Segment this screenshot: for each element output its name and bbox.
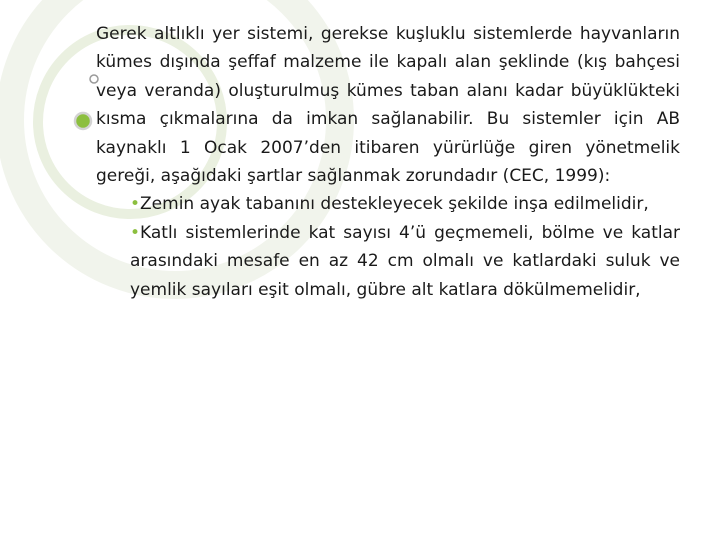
list-item [130,190,680,218]
bullet-icon: • [130,194,141,215]
list-item [130,219,680,304]
list-item-text: Zemin ayak tabanını destekleyecek şekilde inşa edilmelidir, [140,194,649,215]
slide-body [96,20,680,304]
requirements-list [96,190,680,304]
bullet-icon: • [130,222,141,243]
green-dot-icon [75,113,91,129]
list-item-text: Katlı sistemlerinde kat sayısı 4’ü geçmemeli, bölme ve katlar arasındaki mesafe en az 42 cm olmalı ve katlardaki suluk ve yemlik sayıları eşit olmalı, gübre alt katlara dökülmemelidir, [130,222,680,300]
intro-paragraph: Gerek altlıklı yer sistemi, gerekse kuşluklu sistemlerde hayvanların kümes dışında şeffaf malzeme ile kapalı alan şeklinde (kış bahçesi veya veranda) oluşturulmuş kümes taban alanı kadar büyüklükteki kısma çıkmalarına da imkan sağlanabilir. Bu sistemler için AB kaynaklı 1 Ocak 2007’den itibaren yürürlüğe giren yönetmelik gereği, aşağıdaki şartlar sağlanmak zorundadır (CEC, 1999): [96,24,680,187]
